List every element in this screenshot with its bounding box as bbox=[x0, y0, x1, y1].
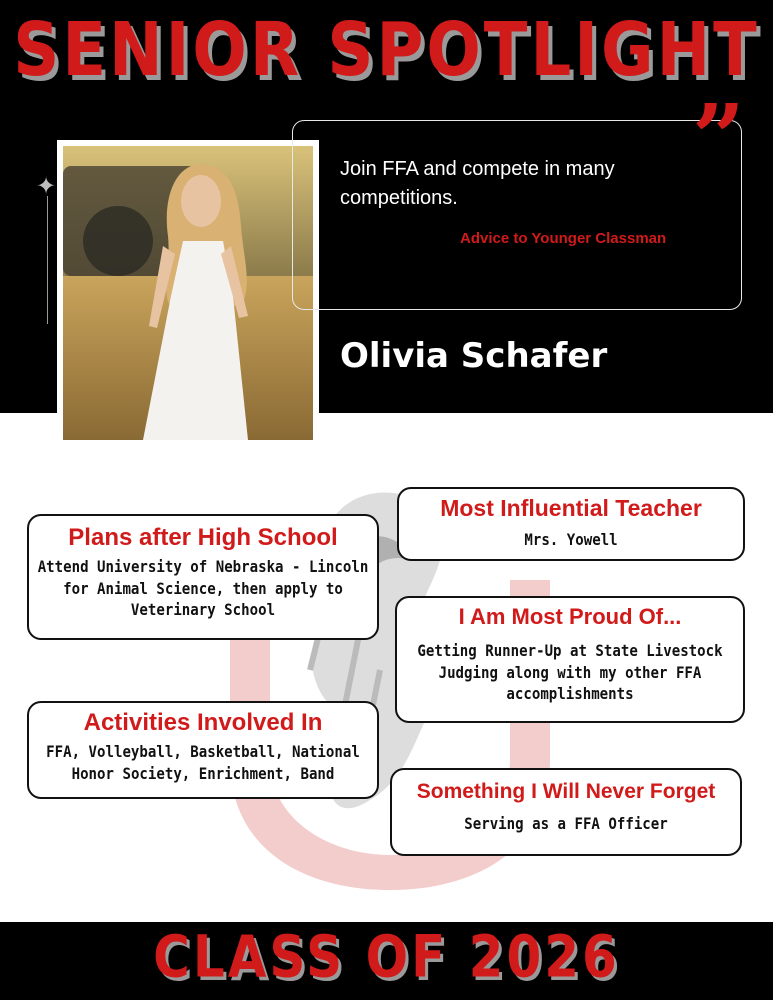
activities-title: Activities Involved In bbox=[83, 709, 323, 736]
divider-line bbox=[47, 196, 48, 324]
quote-icon: ” bbox=[692, 84, 745, 192]
quote-attribution: Advice to Younger Classman bbox=[460, 230, 667, 247]
page-title: SENIOR SPOTLIGHT bbox=[13, 8, 760, 94]
student-name: Olivia Schafer bbox=[340, 336, 608, 376]
teacher-body: Mrs. Yowell bbox=[524, 530, 618, 549]
never-forget-title: Something I Will Never Forget bbox=[416, 780, 716, 803]
quote-box bbox=[292, 120, 742, 310]
proud-title: I Am Most Proud Of... bbox=[458, 604, 682, 629]
teacher-card bbox=[397, 487, 745, 561]
proud-card bbox=[395, 596, 745, 723]
student-photo bbox=[63, 146, 313, 440]
plans-title: Plans after High School bbox=[68, 524, 338, 551]
activities-card bbox=[27, 701, 379, 799]
quote-text: Join FFA and compete in many competitions. bbox=[340, 158, 615, 209]
plans-body: Attend University of Nebraska - Lincoln for Animal Science, then apply to Veterinary School bbox=[37, 557, 369, 620]
never-forget-body: Serving as a FFA Officer bbox=[464, 814, 668, 833]
proud-body: Getting Runner-Up at State Livestock Judging along with my other FFA accomplishments bbox=[417, 641, 723, 704]
plans-card bbox=[27, 514, 379, 640]
sparkle-icon: ✦ bbox=[36, 172, 57, 200]
activities-body: FFA, Volleyball, Basketball, National Honor Society, Enrichment, Band bbox=[46, 742, 360, 784]
teacher-title: Most Influential Teacher bbox=[440, 495, 702, 521]
never-forget-card bbox=[390, 768, 742, 856]
footer-title: CLASS OF 2026 bbox=[153, 923, 620, 991]
